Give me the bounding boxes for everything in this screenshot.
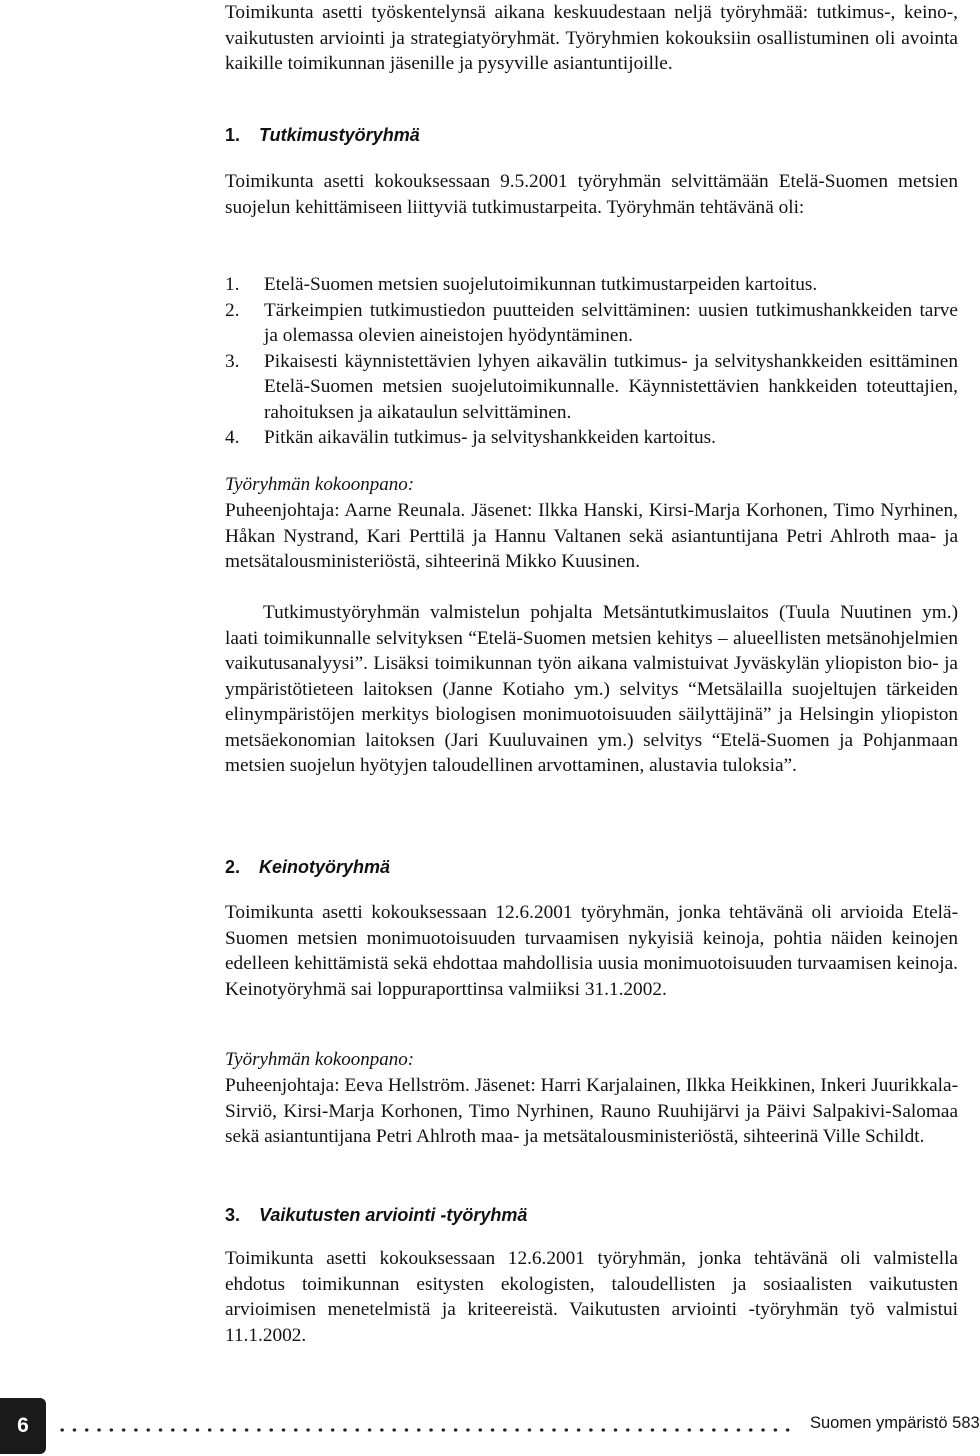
section-2-title: Keinotyöryhmä [259,857,391,877]
intro-paragraph: Toimikunta asetti työskentelynsä aikana keskuudestaan neljä työryhmää: tutkimus-, keino-, vaikutusten arviointi ja strategiatyöryhmät. Työryhmien kokouksiin osallistuminen oli avointa kaikille toimikunnan jäsenille ja pysyville asiantuntijoille. [225,2,958,74]
section-3-intro: Toimikunta asetti kokouksessaan 12.6.2001 työryhmän, jonka tehtävänä oli valmistella ehdotus toimikunnan esitysten ekologisten, taloudellisten ja sosiaalisten vaikutusten arvioimisen menetelmistä ja kriteereistä. Vaikutusten arviointi -työryhmän työ valmistui 11.1.2002. [225,1248,958,1346]
task-number: 3. [225,350,240,372]
task-text: Pitkän aikavälin tutkimus- ja selvityshankkeiden kartoitus. [264,427,716,448]
task-number: 1. [225,274,240,295]
task-item [225,272,958,298]
section-1-composition-label: Työryhmän kokoonpano: [225,474,415,495]
section-2-heading [225,855,390,879]
page-number: 6 [0,1398,46,1454]
section-1-heading [225,123,420,147]
task-text: Tärkeimpien tutkimustiedon puutteiden selvittäminen: uusien tutkimushankkeiden tarve ja olemassa olevien aineistojen hyödyntäminen. [264,299,958,346]
publication-name: Suomen ympäristö 583 [810,1414,980,1432]
section-1-intro: Toimikunta asetti kokouksessaan 9.5.2001 työryhmän selvittämään Etelä-Suomen metsien suojelun kehittämiseen liittyviä tutkimustarpeita. Työryhmän tehtävänä oli: [225,171,958,218]
task-item [225,349,958,426]
page-footer [0,1398,980,1456]
section-1-composition: Puheenjohtaja: Aarne Reunala. Jäsenet: Ilkka Hanski, Kirsi-Marja Korhonen, Timo Nyrhinen, Håkan Nystrand, Kari Perttilä ja Hannu Valtanen sekä asiantuntijana Petri Ahlroth maa- ja metsätalousministeriöstä, sihteerinä Mikko Kuusinen. [225,500,958,572]
task-number: 2. [225,299,240,321]
section-3-heading [225,1203,527,1227]
task-text: Etelä-Suomen metsien suojelutoimikunnan tutkimustarpeiden kartoitus. [264,274,818,295]
section-2-intro: Toimikunta asetti kokouksessaan 12.6.2001 työryhmän, jonka tehtävänä oli arvioida Etelä-Suomen metsien monimuotoisuuden turvaamisen nykyisiä keinoja, pohtia näiden keinojen edelleen kehittämistä sekä ehdottaa mahdollisia uusia monimuotoisuuden turvaamisen keinoja. Keinotyöryhmä sai loppuraporttinsa valmiiksi 31.1.2002. [225,902,958,1000]
task-item [225,298,958,349]
task-item [225,425,958,451]
section-2-composition-label: Työryhmän kokoonpano: [225,1049,415,1070]
section-2-number: 2. [225,857,241,877]
section-1-number: 1. [225,125,241,145]
task-number: 4. [225,427,240,448]
task-list [225,272,958,451]
section-2-composition: Puheenjohtaja: Eeva Hellström. Jäsenet: Harri Karjalainen, Ilkka Heikkinen, Inkeri Juurikkala-Sirviö, Kirsi-Marja Korhonen, Timo Nyrhinen, Rauno Ruuhijärvi ja Päivi Salpakivi-Salomaa sekä asiantuntijana Petri Ahlroth maa- ja metsätalousministeriöstä, sihteerinä Ville Schildt. [225,1075,958,1147]
section-1-title: Tutkimustyöryhmä [259,125,420,145]
section-3-title: Vaikutusten arviointi -työryhmä [259,1205,528,1225]
section-1-results: Tutkimustyöryhmän valmistelun pohjalta Metsäntutkimuslaitos (Tuula Nuutinen ym.) laati toimikunnalle selvityksen “Etelä-Suomen metsien kehitys – alueellisten metsänohjelmien vaikutusanalyysi”. Lisäksi toimikunnan työn aikana valmistuivat Jyväskylän yliopiston bio- ja ympäristötieteen laitoksen (Janne Kotiaho ym.) selvitys “Metsälailla suojeltujen tärkeiden elinympäristöjen merkitys biologisen monimuotoisuuden säilyttäjinä” ja Helsingin yliopiston metsäekonomian laitoksen (Jari Kuuluvainen ym.) selvitys “Etelä-Suomen ja Pohjanmaan metsien suojelun hyötyjen taloudellinen arvottaminen, alustavia tuloksia”. [225,602,958,776]
section-3-number: 3. [225,1205,241,1225]
task-text: Pikaisesti käynnistettävien lyhyen aikavälin tutkimus- ja selvityshankkeiden esittäminen Etelä-Suomen metsien suojelutoimikunnalle. Käynnistettävien hankkeiden toteuttajien, rahoituksen ja aikataulun selvittäminen. [264,350,958,423]
dotted-leader [56,1428,798,1432]
